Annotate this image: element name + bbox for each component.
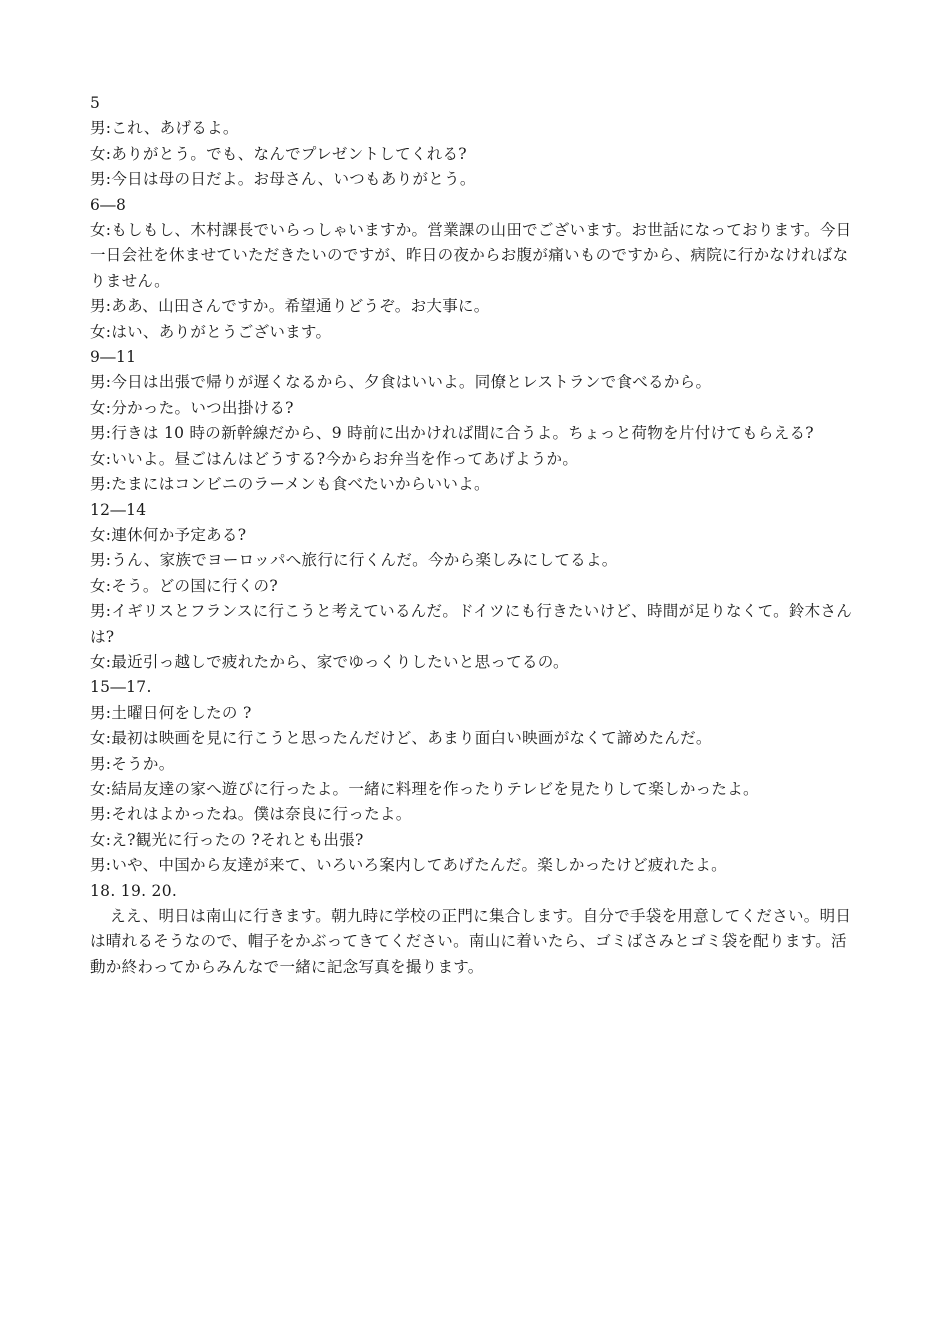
- dialogue-line: 男:ああ、山田さんですか。希望通りどうぞ。お大事に。: [90, 297, 490, 316]
- dialogue-line: 女:最初は映画を見に行こうと思ったんだけど、あまり面白い映画がなくて諦めたんだ。: [90, 729, 712, 748]
- dialogue-line: 男:行きは 10 時の新幹線だから、9 時前に出かければ間に合うよ。ちょっと荷物を片付けてもらえる?: [90, 424, 814, 443]
- section-6-8: [90, 193, 860, 345]
- dialogue-line: 男:土曜日何をしたの ?: [90, 703, 252, 722]
- dialogue-line: 男:これ、あげるよ。: [90, 119, 239, 138]
- section-label: 15―17.: [90, 678, 152, 697]
- dialogue-line: 女:連休何か予定ある?: [90, 525, 247, 544]
- section-9-11: [90, 345, 860, 497]
- dialogue-line: 男:今日は母の日だよ。お母さん、いつもありがとう。: [90, 170, 476, 189]
- section-12-14: [90, 498, 860, 676]
- dialogue-line: 女:ありがとう。でも、なんでプレゼントしてくれる?: [90, 144, 467, 163]
- dialogue-line: 男:今日は出張で帰りが遅くなるから、夕食はいいよ。同僚とレストランで食べるから。: [90, 373, 712, 392]
- dialogue-line: 男:うん、家族でヨーロッパへ旅行に行くんだ。今から楽しみにしてるよ。: [90, 551, 618, 570]
- section-label: 18. 19. 20.: [90, 881, 178, 900]
- dialogue-line: 女:はい、ありがとうございます。: [90, 322, 332, 341]
- dialogue-line: 女:いいよ。昼ごはんはどうする?今からお弁当を作ってあげようか。: [90, 449, 579, 468]
- dialogue-line: 女:もしもし、木村課長でいらっしゃいますか。営業課の山田でございます。お世話になっております。今日一日会社を休ませていただきたいのですが、昨日の夜からお腹が痛いものですから、病院に行かなければなりません。: [90, 221, 852, 290]
- section-18-20: [90, 879, 860, 981]
- dialogue-line: 女:分かった。いつ出掛ける?: [90, 398, 294, 417]
- dialogue-line: 女:結局友達の家へ遊びに行ったよ。一緒に料理を作ったりテレビを見たりして楽しかったよ。: [90, 779, 759, 798]
- dialogue-line: 女:え?観光に行ったの ?それとも出張?: [90, 830, 364, 849]
- transcript-document: [90, 91, 860, 980]
- monologue-paragraph: ええ、明日は南山に行きます。朝九時に学校の正門に集合します。自分で手袋を用意してください。明日は晴れるそうなので、帽子をかぶってきてください。南山に着いたら、ゴミばさみとゴミ袋を配ります。活動か終わってからみんなで一緒に記念写真を撮ります。: [90, 907, 852, 976]
- dialogue-line: 男:たまにはコンビニのラーメンも食べたいからいいよ。: [90, 475, 490, 494]
- dialogue-line: 女:そう。どの国に行くの?: [90, 576, 278, 595]
- section-label: 9―11: [90, 348, 137, 367]
- dialogue-line: 男:イギリスとフランスに行こうと考えているんだ。ドイツにも行きたいけど、時間が足りなくて。鈴木さんは?: [90, 602, 853, 646]
- dialogue-line: 男:そうか。: [90, 754, 175, 773]
- section-label: 5: [90, 94, 101, 112]
- section-label: 12―14: [90, 500, 147, 519]
- dialogue-line: 女:最近引っ越しで疲れたから、家でゆっくりしたいと思ってるの。: [90, 652, 569, 671]
- section-5: [90, 91, 860, 193]
- section-15-17: [90, 675, 860, 878]
- dialogue-line: 男:いや、中国から友達が来て、いろいろ案内してあげたんだ。楽しかったけど疲れたよ。: [90, 856, 727, 875]
- dialogue-line: 男:それはよかったね。僕は奈良に行ったよ。: [90, 805, 412, 824]
- section-label: 6―8: [90, 195, 127, 214]
